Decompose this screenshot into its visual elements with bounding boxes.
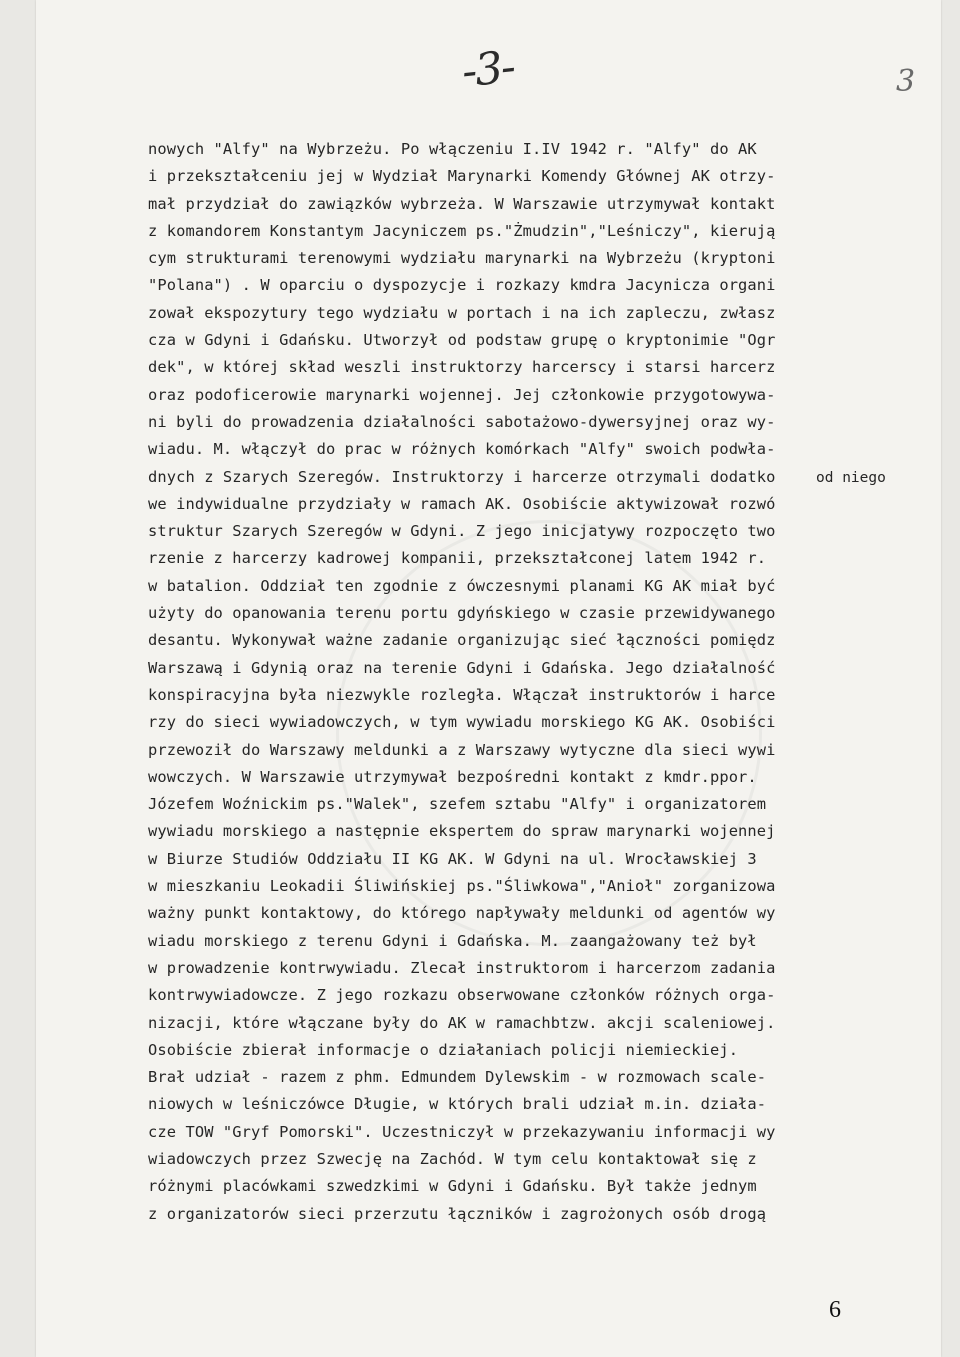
- text-line: niowych w leśniczówce Długie, w których brali udział m.in. działa-: [148, 1095, 767, 1114]
- text-line: różnymi placówkami szwedzkimi w Gdyni i Gdańsku. Był także jednym: [148, 1177, 757, 1196]
- text-line: kontrwywiadowcze. Z jego rozkazu obserwowane członków różnych orga-: [148, 986, 776, 1005]
- text-line: nowych "Alfy" na Wybrzeżu. Po włączeniu I.IV 1942 r. "Alfy" do AK: [148, 140, 757, 158]
- text-line: wywiadu morskiego a następnie ekspertem do spraw marynarki wojennej: [148, 822, 776, 841]
- text-line: Osobiście zbierał informacje o działaniach policji niemieckiej.: [148, 1040, 739, 1059]
- text-line: w mieszkaniu Leokadii Śliwińskiej ps."Śliwkowa","Anioł" zorganizowa: [148, 877, 776, 896]
- text-line: cze TOW "Gryf Pomorski". Uczestniczył w przekazywaniu informacji wy: [148, 1122, 776, 1141]
- corner-page-number: 3: [896, 64, 916, 99]
- text-line: dek", w której skład weszli instruktorzy harcerscy i starsi harcerz: [148, 358, 776, 377]
- text-line: Brał udział - razem z phm. Edmundem Dylewskim - w rozmowach scale-: [148, 1068, 767, 1087]
- text-line: rzenie z harcerzy kadrowej kompanii, przekształconej latem 1942 r.: [148, 549, 767, 568]
- text-line: Józefem Woźnickim ps."Walek", szefem sztabu "Alfy" i organizatorem: [148, 795, 767, 814]
- text-line: wiadu morskiego z terenu Gdyni i Gdańska. M. zaangażowany też był: [148, 931, 757, 950]
- text-line: wiadowczych przez Szwecję na Zachód. W tym celu kontaktował się z: [148, 1149, 757, 1168]
- handwritten-page-number: -3-: [459, 41, 517, 98]
- text-line: wiadu. M. włączył do prac w różnych komórkach "Alfy" swoich podwła-: [148, 440, 776, 459]
- text-line: ni byli do prowadzenia działalności sabotażowo-dywersyjnej oraz wy-: [148, 412, 776, 431]
- text-line: wowczych. W Warszawie utrzymywał bezpośredni kontakt z kmdr.ppor.: [148, 767, 757, 786]
- text-line: ważny punkt kontaktowy, do którego napływały meldunki od agentów wy: [148, 904, 776, 923]
- interlinear-correction: od niego: [816, 470, 886, 486]
- text-line: nizacji, które włączane były do AK w ramachbtzw. akcji scaleniowej.: [148, 1013, 776, 1032]
- text-line: w prowadzenie kontrwywiadu. Zlecał instruktorom i harcerzom zadania: [148, 958, 776, 977]
- text-line: cza w Gdyni i Gdańsku. Utworzył od podstaw grupę o kryptonimie "Ogr: [148, 331, 776, 350]
- text-line: konspiracyjna była niezwykle rozległa. Włączał instruktorów i harce: [148, 685, 776, 704]
- text-line: rzy do sieci wywiadowczych, w tym wywiadu morskiego KG AK. Osobiści: [148, 713, 776, 732]
- text-line: i przekształceniu jej w Wydział Marynarki Komendy Głównej AK otrzy-: [148, 167, 776, 186]
- text-line: mał przydział do zawiązków wybrzeża. W Warszawie utrzymywał kontakt: [148, 194, 776, 213]
- text-line: struktur Szarych Szeregów w Gdyni. Z jego inicjatywy rozpoczęto two: [148, 522, 776, 541]
- text-line: zował ekspozytury tego wydziału w portach i na ich zapleczu, zwłasz: [148, 303, 776, 322]
- text-line: przewoził do Warszawy meldunki a z Warszawy wytyczne dla sieci wywi: [148, 740, 776, 759]
- text-line: desantu. Wykonywał ważne zadanie organizując sieć łączności pomiędz: [148, 631, 776, 650]
- footer-page-number: 6: [829, 1297, 841, 1323]
- text-line: w Biurze Studiów Oddziału II KG AK. W Gdyni na ul. Wrocławskiej 3: [148, 849, 757, 868]
- text-line: we indywidualne przydziały w ramach AK. Osobiście aktywizował rozwó: [148, 494, 776, 513]
- text-line: oraz podoficerowie marynarki wojennej. Jej członkowie przygotowywa-: [148, 385, 776, 404]
- text-line: użyty do opanowania terenu portu gdyńskiego w czasie przewidywanego: [148, 604, 776, 623]
- text-line: cym strukturami terenowymi wydziału marynarki na Wybrzeżu (kryptoni: [148, 249, 776, 268]
- text-line: Warszawą i Gdynią oraz na terenie Gdyni i Gdańska. Jego działalność: [148, 658, 776, 677]
- text-line: z komandorem Konstantym Jacyniczem ps."Żmudzin","Leśniczy", kierują: [148, 221, 776, 240]
- text-line: "Polana") . W oparciu o dyspozycje i rozkazy kmdra Jacynicza organi: [148, 276, 776, 295]
- text-line: dnych z Szarych Szeregów. Instruktorzy i harcerze otrzymali dodatko: [148, 467, 776, 486]
- text-line: z organizatorów sieci przerzutu łączników i zagrożonych osób drogą: [148, 1204, 767, 1223]
- typewritten-body-text: [148, 136, 938, 1228]
- text-line: w batalion. Oddział ten zgodnie z ówczesnymi planami KG AK miał być: [148, 576, 776, 595]
